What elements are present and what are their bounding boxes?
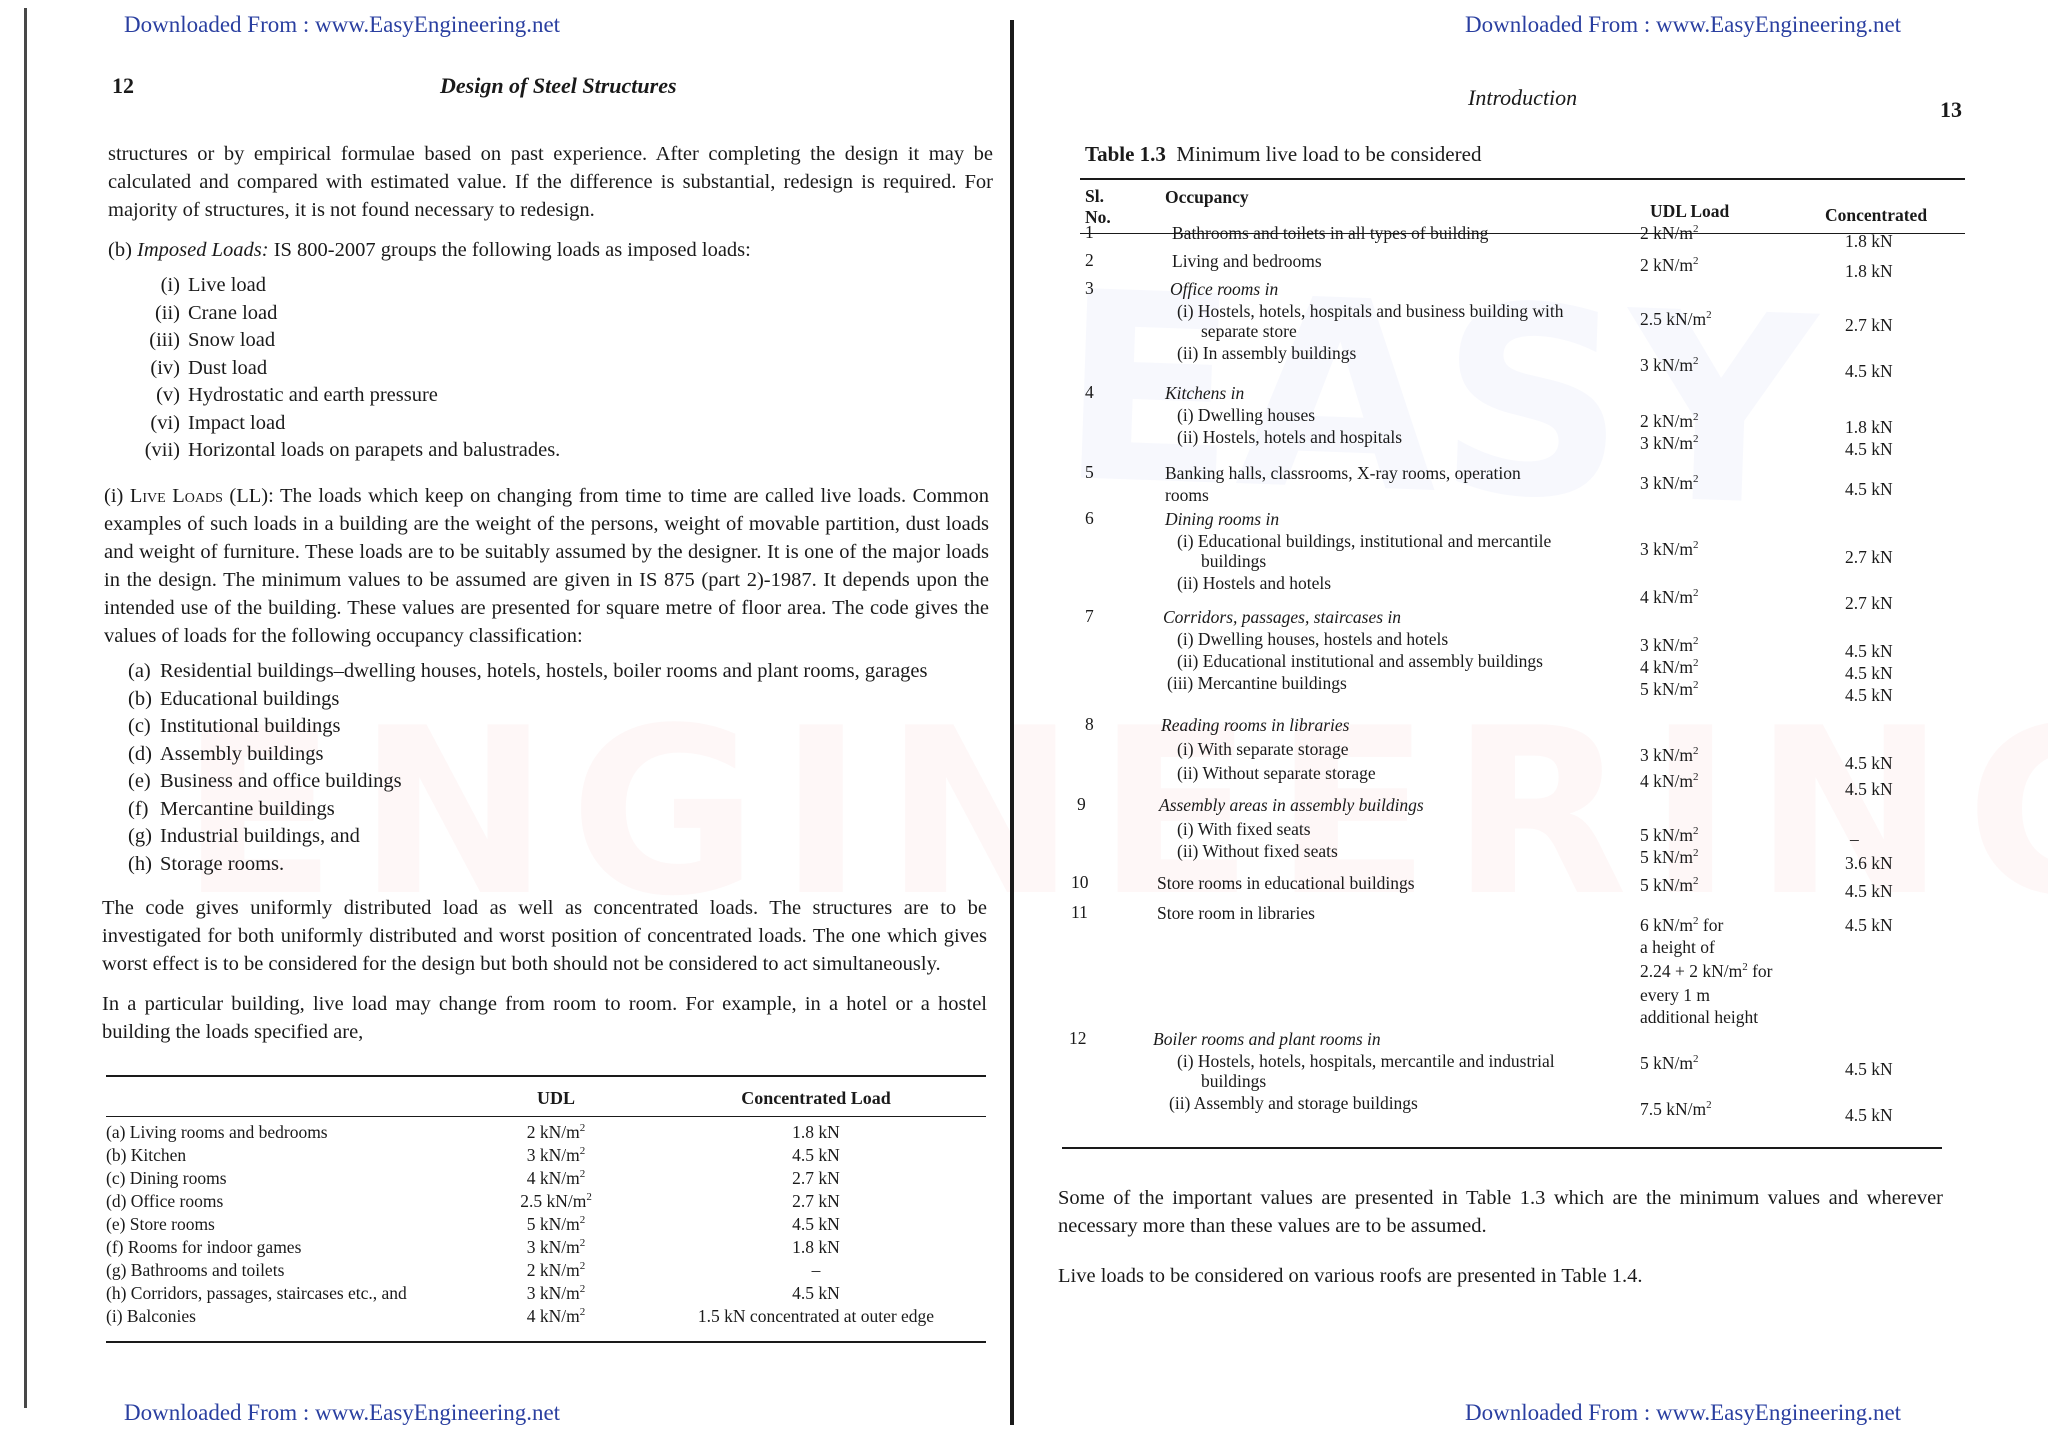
- list-item-text: Impact load: [188, 411, 286, 434]
- udl-value: 2 kN/m: [1640, 255, 1693, 275]
- row-udl: [466, 1282, 646, 1305]
- row-sl: 12: [1069, 1028, 1087, 1048]
- udl-value: 4 kN/m: [526, 1168, 580, 1188]
- udl-value: 3 kN/m: [1640, 635, 1693, 655]
- udl-value: 5 kN/m: [1640, 825, 1693, 845]
- udl-superscript: 2: [579, 1306, 586, 1319]
- row-sub-item: (i) Dwelling houses: [1177, 405, 1316, 425]
- list-item: [136, 300, 736, 328]
- udl-superscript: 2: [1693, 771, 1699, 784]
- udl-superscript: 2: [586, 1191, 592, 1204]
- row-conc: 1.8 kN: [792, 1122, 840, 1142]
- row-sl: 5: [1085, 462, 1094, 482]
- list-item: [128, 658, 1008, 686]
- row-udl: [466, 1190, 646, 1213]
- row-conc: 4.5 kN: [792, 1214, 840, 1234]
- list-item-number: (vii): [144, 439, 180, 461]
- list-item-number: (d): [128, 742, 152, 765]
- row-occupancy-cont: rooms: [1165, 485, 1209, 505]
- udl-superscript: 2: [1693, 355, 1699, 368]
- row-label: (f) Rooms for indoor games: [106, 1237, 302, 1257]
- list-item-text: Residential buildings–dwelling houses, hotels, hostels, boiler rooms and plant rooms, garages: [160, 660, 928, 682]
- row-conc: 4.5 kN: [1845, 479, 1893, 499]
- row-occupancy: Living and bedrooms: [1172, 251, 1322, 271]
- row-sl: 9: [1077, 794, 1086, 814]
- row-udl: [466, 1121, 646, 1144]
- row-udl: [466, 1167, 646, 1190]
- list-item: [128, 796, 1008, 824]
- download-link-bottom-left[interactable]: Downloaded From : www.EasyEngineering.net: [124, 1400, 561, 1425]
- udl-value: 5 kN/m: [1640, 875, 1693, 895]
- row-udl: [1640, 634, 1770, 656]
- row-label: (d) Office rooms: [106, 1191, 224, 1211]
- row-udl: [1640, 538, 1770, 560]
- occupancy-list: [128, 658, 1008, 878]
- list-item-number: (f): [128, 797, 149, 820]
- row-udl: [466, 1259, 646, 1282]
- row-udl: [1640, 410, 1770, 432]
- row-sl: 11: [1071, 902, 1088, 922]
- udl-value: 4 kN/m: [526, 1306, 580, 1326]
- header-occupancy: Occupancy: [1165, 187, 1249, 207]
- row-udl: [1640, 586, 1770, 608]
- list-item-number: (i): [160, 274, 180, 296]
- list-item-number: (vi): [150, 411, 180, 434]
- hotel-table-bottom-rule: [106, 1341, 986, 1343]
- row-conc: 2.7 kN: [792, 1191, 840, 1211]
- row-occupancy: Kitchens in: [1165, 383, 1245, 403]
- row-sub-item: (ii) Hostels and hotels: [1177, 573, 1332, 593]
- row-udl: [1640, 678, 1770, 700]
- table-header-row: [106, 1082, 986, 1113]
- udl-superscript: 2: [579, 1168, 586, 1181]
- table-row: [106, 1305, 986, 1328]
- list-item-number: (b): [128, 687, 152, 710]
- row-sub-item: (ii) Educational institutional and assembly buildings: [1177, 651, 1543, 671]
- udl-value: 4 kN/m: [1640, 771, 1693, 791]
- table-header-udl: UDL: [536, 1088, 575, 1108]
- row-conc: 1.8 kN: [1845, 231, 1893, 251]
- live-loads-paragraph: [104, 482, 989, 650]
- row-udl: [1640, 1098, 1770, 1120]
- list-item: [136, 272, 736, 300]
- imposed-label: Imposed Loads:: [137, 239, 269, 261]
- udl-superscript: 2: [579, 1237, 586, 1250]
- udl-superscript: 2: [1693, 433, 1699, 446]
- udl-superscript: 2: [579, 1122, 586, 1135]
- row-occupancy: Office rooms in: [1170, 279, 1279, 299]
- row-conc: 4.5 kN: [792, 1283, 840, 1303]
- udl-superscript: 2: [1693, 635, 1699, 648]
- udl-value: 3 kN/m: [1640, 473, 1693, 493]
- list-item-text: Institutional buildings: [160, 715, 341, 737]
- row-occupancy: Store rooms in educational buildings: [1157, 873, 1415, 893]
- table-row: [106, 1167, 986, 1190]
- row-udl: [1640, 846, 1770, 868]
- row-sub-item-cont: separate store: [1201, 321, 1297, 341]
- udl-superscript: 2: [1706, 309, 1712, 322]
- row-sl: 10: [1071, 872, 1089, 892]
- row-conc: 4.5 kN: [1845, 915, 1893, 935]
- row-udl: [1640, 308, 1770, 330]
- row-occupancy: Bathrooms and toilets in all types of building: [1172, 223, 1489, 243]
- udl-superscript: 2: [1706, 1099, 1712, 1112]
- row-conc: 4.5 kN: [1845, 753, 1893, 773]
- row-label: (g) Bathrooms and toilets: [106, 1260, 285, 1280]
- row-label: (h) Corridors, passages, staircases etc., and: [106, 1283, 407, 1303]
- row-label: (b) Kitchen: [106, 1145, 187, 1165]
- hotel-paragraph: In a particular building, live load may change from room to room. For example, in a hotel or a hostel building the loads specified are,: [102, 993, 987, 1043]
- table-row: [106, 1144, 986, 1167]
- row-udl-cont: [1640, 960, 1820, 982]
- list-item-number: (e): [128, 770, 151, 792]
- header-sl-no: Sl. No.: [1085, 186, 1111, 227]
- udl-superscript: 2: [1693, 473, 1699, 486]
- udl-value: 7.5 kN/m: [1640, 1099, 1707, 1119]
- udl-superscript: 2: [579, 1260, 586, 1273]
- udl-value-suffix: for: [1747, 961, 1773, 981]
- row-sub-item: (i) Educational buildings, institutional and mercantile: [1177, 531, 1552, 551]
- row-udl: [1640, 770, 1770, 792]
- table-caption-text: Minimum live load to be considered: [1176, 142, 1482, 166]
- udl-value: 3 kN/m: [526, 1237, 580, 1257]
- list-item: [136, 355, 736, 383]
- udl-value: 5 kN/m: [1640, 847, 1693, 867]
- row-udl: [1640, 874, 1770, 896]
- row-sub-item: (i) With fixed seats: [1177, 819, 1311, 839]
- row-sl: 6: [1085, 508, 1094, 528]
- book-spine: [1010, 20, 1014, 1425]
- row-sl: 8: [1085, 714, 1094, 734]
- udl-value: 2 kN/m: [526, 1122, 580, 1142]
- row-udl: [466, 1213, 646, 1236]
- imposed-loads-list: [136, 272, 736, 465]
- list-item: [128, 741, 1008, 769]
- row-occupancy: Reading rooms in libraries: [1161, 715, 1350, 735]
- list-item: [128, 823, 1008, 851]
- list-item-number: (a): [128, 660, 151, 682]
- row-udl-cont: additional height: [1640, 1007, 1759, 1027]
- row-udl: [466, 1236, 646, 1259]
- row-conc: 2.7 kN: [1845, 547, 1893, 567]
- list-item-text: Assembly buildings: [160, 742, 324, 765]
- row-occupancy: Store room in libraries: [1157, 903, 1315, 923]
- udl-superscript: 2: [579, 1145, 586, 1158]
- row-conc: 1.8 kN: [1845, 417, 1893, 437]
- row-conc: 1.5 kN concentrated at outer edge: [697, 1306, 935, 1326]
- list-item: [128, 851, 1008, 879]
- table-1-3: [1069, 186, 1965, 1146]
- download-link-bottom-right[interactable]: Downloaded From : www.EasyEngineering.net: [1465, 1400, 1902, 1425]
- udl-value: 3 kN/m: [1640, 539, 1693, 559]
- left-page-number: 12: [112, 73, 134, 98]
- row-conc: 4.5 kN: [1845, 663, 1893, 683]
- row-udl: [1640, 914, 1820, 936]
- header-udl: UDL Load: [1650, 201, 1730, 221]
- row-udl: [1640, 472, 1770, 494]
- udl-superscript: 2: [1693, 1053, 1699, 1066]
- live-label: Live Loads (LL):: [129, 485, 274, 507]
- udl-superscript: 2: [1693, 847, 1699, 860]
- udl-value: 3 kN/m: [526, 1145, 580, 1165]
- hotel-loads-table: [106, 1082, 986, 1328]
- row-sub-item: (iii) Mercantine buildings: [1167, 673, 1347, 693]
- row-sub-item: (i) Hostels, hotels, hospitals, mercantile and industrial: [1177, 1051, 1555, 1071]
- list-item: [128, 686, 1008, 714]
- row-udl: [466, 1305, 646, 1328]
- udl-value: 5 kN/m: [1640, 1053, 1693, 1073]
- table-caption: [1085, 142, 1481, 167]
- udl-superscript: 2: [1693, 411, 1699, 424]
- udl-value: 4 kN/m: [1640, 657, 1693, 677]
- list-item: [136, 437, 736, 465]
- row-udl-cont: every 1 m: [1640, 985, 1710, 1005]
- row-udl: [1640, 744, 1770, 766]
- list-item-number: (iv): [150, 356, 180, 379]
- list-item-text: Horizontal loads on parapets and balustrades.: [188, 439, 561, 461]
- udl-value: 2 kN/m: [1640, 223, 1693, 243]
- udl-value: 2 kN/m: [526, 1260, 580, 1280]
- live-prefix: (i): [104, 485, 130, 507]
- row-label: (e) Store rooms: [106, 1214, 215, 1234]
- row-conc: 2.7 kN: [1845, 315, 1893, 335]
- udl-superscript: 2: [1693, 915, 1699, 928]
- hotel-table-top-rule: [106, 1075, 986, 1077]
- list-item-text: Industrial buildings, and: [160, 825, 360, 847]
- row-sub-item: (ii) Without fixed seats: [1177, 841, 1338, 861]
- udl-value: 5 kN/m: [526, 1214, 580, 1234]
- row-conc: 1.8 kN: [1845, 261, 1893, 281]
- row-sub-item: (i) Hostels, hotels, hospitals and business building with: [1177, 301, 1564, 321]
- list-item-text: Hydrostatic and earth pressure: [188, 384, 438, 406]
- intro-paragraph: structures or by empirical formulae based on past experience. After completing the design it may be calculated and compared with estimated value. If the difference is substantial, redesign is required. For majority of structures, it is not found necessary to redesign.: [108, 143, 993, 221]
- list-item: [136, 410, 736, 438]
- row-conc: 4.5 kN: [1845, 1105, 1893, 1125]
- table-row: [106, 1282, 986, 1305]
- udl-value: 2.24 + 2 kN/m: [1640, 961, 1743, 981]
- list-item-text: Storage rooms.: [160, 852, 285, 875]
- row-sub-item: (ii) Assembly and storage buildings: [1169, 1093, 1418, 1113]
- row-udl: [1640, 824, 1770, 846]
- row-udl: [1640, 432, 1770, 454]
- row-udl: [1640, 222, 1770, 244]
- udl-value: 3 kN/m: [1640, 433, 1693, 453]
- left-running-head: Design of Steel Structures: [440, 73, 677, 98]
- udl-superscript: 2: [1693, 875, 1699, 888]
- row-occupancy: Corridors, passages, staircases in: [1163, 607, 1402, 627]
- row-label: (a) Living rooms and bedrooms: [106, 1122, 328, 1142]
- udl-value-suffix: for: [1698, 915, 1724, 935]
- udl-superscript: 2: [1693, 657, 1699, 670]
- row-sub-item: (ii) In assembly buildings: [1177, 343, 1357, 363]
- list-item-number: (c): [128, 715, 151, 737]
- live-text: The loads which keep on changing from time to time are called live loads. Common examples of such loads in a building are the weight of the persons, weight of movable partition, dust loads and weight of furniture. These loads are to be suitably assumed by the designer. It is one of the major loads in the design. The minimum values to be assumed are given in IS 875 (part 2)-1987. It depends upon the intended use of the building. These values are presented for square metre of floor area. The code gives the values of loads for the following occupancy classification:: [104, 485, 989, 647]
- udl-value: 6 kN/m: [1640, 915, 1693, 935]
- table-row: [106, 1213, 986, 1236]
- table-row: [106, 1190, 986, 1213]
- row-conc: 4.5 kN: [1845, 685, 1893, 705]
- list-item-text: Dust load: [188, 356, 268, 379]
- row-sub-item: (ii) Hostels, hotels and hospitals: [1177, 427, 1403, 447]
- list-item-text: Mercantine buildings: [160, 797, 335, 820]
- udl-superscript: 2: [1693, 825, 1699, 838]
- row-sl: 7: [1085, 606, 1094, 626]
- left-edge-line: [24, 8, 27, 1408]
- row-conc: 1.8 kN: [792, 1237, 840, 1257]
- list-item-number: (g): [128, 825, 152, 847]
- right-page-number: 13: [1940, 97, 1962, 122]
- list-item-text: Crane load: [188, 301, 278, 324]
- row-conc: 4.5 kN: [1845, 881, 1893, 901]
- list-item-text: Snow load: [188, 329, 276, 351]
- row-conc: 4.5 kN: [1845, 361, 1893, 381]
- list-item-text: Live load: [188, 274, 266, 296]
- row-sl: 2: [1085, 250, 1094, 270]
- download-link-top-left[interactable]: Downloaded From : www.EasyEngineering.net: [124, 12, 561, 37]
- row-udl: [466, 1144, 646, 1167]
- list-item-number: (ii): [154, 301, 180, 324]
- table-row: [106, 1236, 986, 1259]
- table-header-blank: [106, 1082, 466, 1113]
- row-label: (i) Balconies: [106, 1306, 196, 1326]
- list-item: [136, 327, 736, 355]
- list-item-number: (h): [128, 852, 152, 875]
- row-sl: 1: [1085, 222, 1094, 242]
- list-item: [128, 713, 1008, 741]
- row-conc: 3.6 kN: [1845, 853, 1893, 873]
- udl-superscript: 2: [579, 1283, 586, 1296]
- right-running-head: Introduction: [1468, 85, 1578, 110]
- udl-value: 2 kN/m: [1640, 411, 1693, 431]
- row-sub-item-cont: buildings: [1201, 1071, 1267, 1091]
- roof-loads-paragraph: Live loads to be considered on various roofs are presented in Table 1.4.: [1058, 1265, 1643, 1287]
- udl-superscript: 2: [579, 1214, 586, 1227]
- udl-paragraph: The code gives uniformly distributed load as well as concentrated loads. The structures are to be investigated for both uniformly distributed and worst position of concentrated loads. The one which gives worst effect is to be considered for the design but both should not be considered to act simultaneously.: [102, 897, 987, 975]
- row-conc: –: [1850, 829, 1859, 849]
- table-row: [106, 1121, 986, 1144]
- row-occupancy: Assembly areas in assembly buildings: [1159, 795, 1424, 815]
- udl-superscript: 2: [1693, 587, 1699, 600]
- row-udl-cont: a height of: [1640, 937, 1715, 957]
- list-item-text: Educational buildings: [160, 687, 340, 710]
- row-udl: [1640, 254, 1770, 276]
- udl-superscript: 2: [1693, 679, 1699, 692]
- udl-value: 3 kN/m: [1640, 355, 1693, 375]
- list-item-number: (iii): [149, 329, 180, 351]
- row-occupancy: Banking halls, classrooms, X-ray rooms, operation: [1165, 463, 1521, 483]
- row-sub-item: (ii) Without separate storage: [1177, 763, 1376, 783]
- imposed-loads-heading: [108, 236, 993, 264]
- row-udl: [1640, 656, 1770, 678]
- row-conc: 4.5 kN: [1845, 439, 1893, 459]
- list-item: [128, 768, 1008, 796]
- row-conc: 2.7 kN: [792, 1168, 840, 1188]
- imposed-text: IS 800-2007 groups the following loads as imposed loads:: [268, 239, 751, 261]
- udl-value: 3 kN/m: [1640, 745, 1693, 765]
- row-conc: –: [811, 1260, 821, 1280]
- row-conc: 2.7 kN: [1845, 593, 1893, 613]
- row-label: (c) Dining rooms: [106, 1168, 227, 1188]
- row-udl: [1640, 1052, 1770, 1074]
- row-conc: 4.5 kN: [1845, 1059, 1893, 1079]
- row-sl: 3: [1085, 278, 1094, 298]
- row-conc: 4.5 kN: [1845, 641, 1893, 661]
- udl-value: 2.5 kN/m: [520, 1191, 587, 1211]
- row-udl: [1640, 354, 1770, 376]
- udl-superscript: 2: [1693, 745, 1699, 758]
- row-sub-item-cont: buildings: [1201, 551, 1267, 571]
- table13-top-rule: [1080, 178, 1965, 180]
- download-link-top-right[interactable]: Downloaded From : www.EasyEngineering.net: [1465, 12, 1902, 37]
- row-sub-item: (i) Dwelling houses, hostels and hotels: [1177, 629, 1449, 649]
- udl-superscript: 2: [1693, 255, 1699, 268]
- udl-value: 4 kN/m: [1640, 587, 1693, 607]
- row-conc: 4.5 kN: [1845, 779, 1893, 799]
- imposed-prefix: (b): [108, 239, 138, 261]
- table13-bottom-rule: [1062, 1147, 1942, 1149]
- row-occupancy: Boiler rooms and plant rooms in: [1153, 1029, 1381, 1049]
- udl-value: 2.5 kN/m: [1640, 309, 1707, 329]
- udl-superscript: 2: [1742, 961, 1748, 974]
- udl-value: 5 kN/m: [1640, 679, 1693, 699]
- header-concentrated: Concentrated: [1825, 205, 1928, 225]
- list-item: [136, 382, 736, 410]
- list-item-text: Business and office buildings: [160, 770, 402, 792]
- table-caption-label: Table 1.3: [1085, 142, 1166, 166]
- row-sl: 4: [1085, 382, 1094, 402]
- udl-superscript: 2: [1693, 223, 1699, 236]
- row-conc: 4.5 kN: [792, 1145, 840, 1165]
- udl-superscript: 2: [1693, 539, 1699, 552]
- important-values-paragraph: Some of the important values are presented in Table 1.3 which are the minimum values and wherever necessary more than these values are to be assumed.: [1058, 1187, 1943, 1237]
- row-occupancy: Dining rooms in: [1165, 509, 1280, 529]
- table-header-concentrated: Concentrated Load: [741, 1088, 891, 1108]
- list-item-number: (v): [156, 384, 180, 406]
- row-sub-item: (i) With separate storage: [1177, 739, 1349, 759]
- udl-value: 3 kN/m: [526, 1283, 580, 1303]
- table-row: [106, 1259, 986, 1282]
